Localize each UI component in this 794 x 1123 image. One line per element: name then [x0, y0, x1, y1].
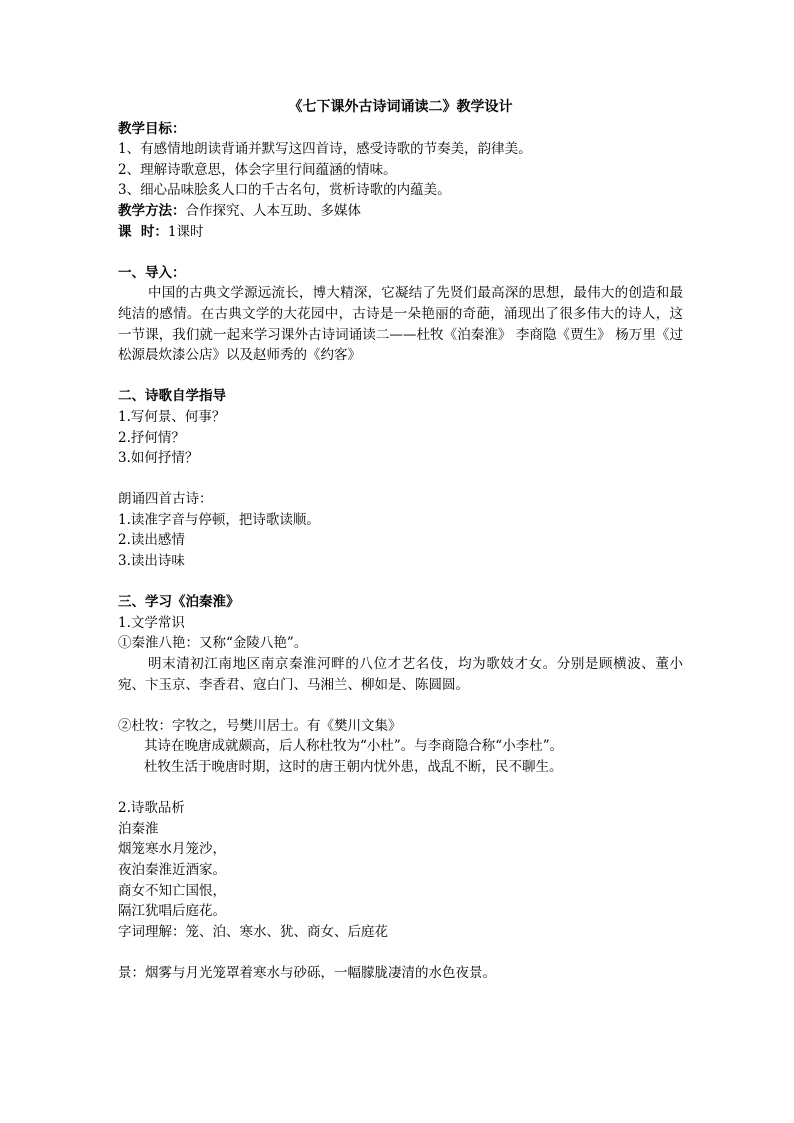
spacer	[118, 942, 683, 963]
vocab-line: 字词理解：笼、泊、寒水、犹、商女、后庭花	[118, 923, 388, 940]
poem-line-1: 烟笼寒水月笼沙，	[118, 841, 226, 858]
scene-line: 景：烟雾与月光笼罩着寒水与砂砾，一幅朦胧凄清的水色夜景。	[118, 964, 496, 981]
objective-item-2: 2、理解诗歌意思，体会字里行间蕴涵的情味。	[118, 161, 397, 178]
spacer	[118, 366, 683, 387]
poem-line-3: 商女不知亡国恨，	[118, 882, 226, 899]
document-page	[118, 98, 683, 984]
poem-line-2: 夜泊秦淮近酒家。	[118, 861, 226, 878]
recite-item-1: 1.读准字音与停顿，把诗歌读顺。	[118, 511, 320, 528]
guide-item-1: 1.写何景、何事？	[118, 408, 226, 425]
method-label: 教学方法：	[118, 202, 186, 219]
objective-item-1: 1、有感情地朗读背诵并默写这四首诗，感受诗歌的节奏美，韵律美。	[118, 141, 532, 158]
guide-item-2: 2.抒何情？	[118, 429, 185, 446]
recite-item-2: 2.读出感情	[118, 532, 185, 549]
duration-value: 1课时	[167, 223, 204, 240]
method-value: 合作探究、人本互助、多媒体	[185, 202, 361, 219]
intro-heading: 一、导入：	[118, 264, 186, 281]
objectives-heading: 教学目标：	[118, 120, 186, 137]
duration-line	[118, 222, 683, 243]
note-qinhuai-title: ①秦淮八艳：又称“金陵八艳”。	[118, 635, 308, 652]
duration-label: 课 时：	[118, 223, 168, 240]
spacer	[118, 469, 683, 490]
note-dumu-line-1: 其诗在晚唐成就颇高，后人称杜牧为“小杜”。与李商隐合称“小李杜”。	[144, 738, 564, 755]
spacer	[118, 572, 683, 593]
spacer	[118, 695, 683, 716]
method-line	[118, 201, 683, 222]
guide-heading: 二、诗歌自学指导	[118, 388, 226, 405]
study-sub-literature: 1.文学常识	[118, 614, 185, 631]
intro-paragraph: 中国的古典文学源远流长，博大精深，它凝结了先贤们最高深的思想，最伟大的创造和最纯洁的感情。在古典文学的大花园中，古诗是一朵艳丽的奇葩，涌现出了很多伟大的诗人，这一节课，我们就一起来学习课外古诗词诵读二——杜牧《泊秦淮》 李商隐《贾生》 杨万里《过松源晨炊漆公店》以及赵师秀的《约客》	[118, 285, 683, 364]
spacer	[118, 242, 683, 263]
recite-heading: 朗诵四首古诗：	[118, 491, 213, 508]
poem-line-4: 隔江犹唱后庭花。	[118, 903, 226, 920]
objective-item-3: 3、细心品味脍炙人口的千古名句，赏析诗歌的内蕴美。	[118, 182, 451, 199]
study-heading: 三、学习《泊秦淮》	[118, 594, 240, 611]
spacer	[118, 778, 683, 799]
note-dumu-line-2: 杜牧生活于晚唐时期，这时的唐王朝内忧外患，战乱不断，民不聊生。	[144, 759, 563, 775]
poem-title: 泊秦淮	[118, 820, 159, 837]
note-dumu-title: ②杜牧：字牧之，号樊川居士。有《樊川文集》	[118, 717, 402, 734]
note-qinhuai-text: 明末清初江南地区南京秦淮河畔的八位才艺名伎，均为歌妓才女。分别是顾横波、董小宛、卞玉京、李香君、寇白门、马湘兰、柳如是、陈圆圆。	[118, 656, 683, 693]
guide-item-3: 3.如何抒情？	[118, 450, 199, 467]
document-title: 《七下课外古诗词诵读二》教学设计	[288, 100, 513, 115]
study-sub-analysis: 2.诗歌品析	[118, 800, 185, 817]
recite-item-3: 3.读出诗味	[118, 553, 185, 570]
